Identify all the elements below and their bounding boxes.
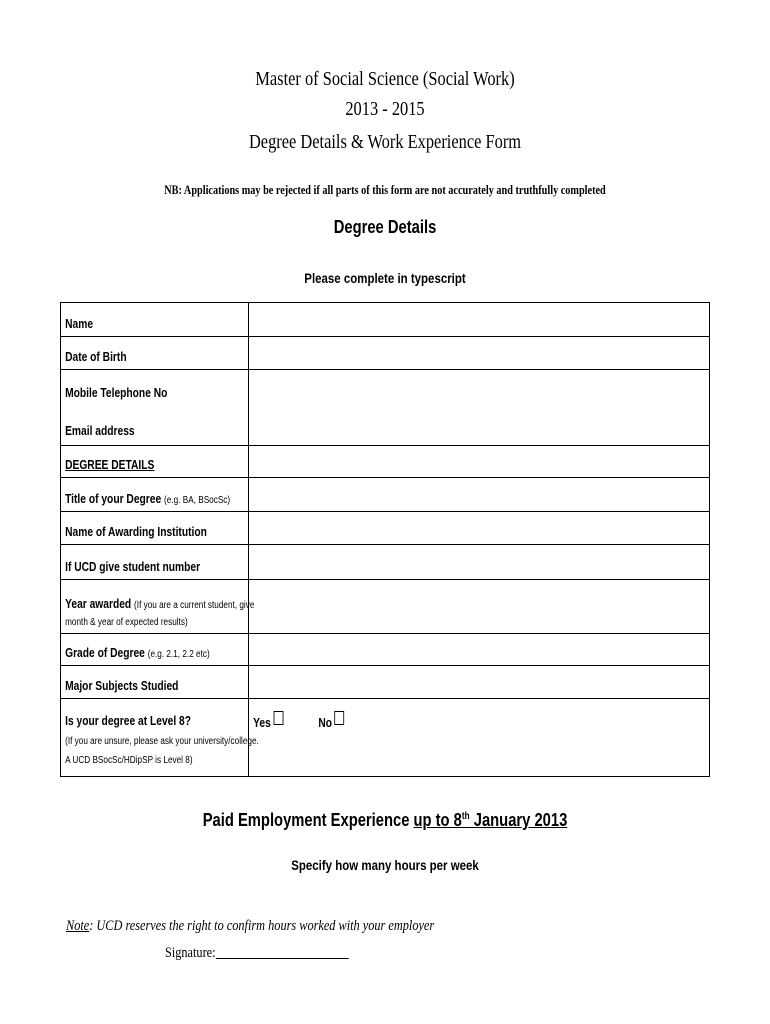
level8-note1: (If you are unsure, please ask your university/college.: [65, 736, 259, 747]
year-awarded-note1: (If you are a current student, give: [134, 600, 255, 611]
signature-label: Signature:: [165, 945, 216, 961]
ucd-number-label: If UCD give student number: [65, 560, 201, 574]
contact-field[interactable]: [249, 370, 710, 446]
ucd-number-field[interactable]: [249, 545, 710, 580]
level8-label: Is your degree at Level 8?: [65, 714, 192, 728]
form-row-ucd-number: [61, 545, 710, 580]
employment-heading-sup: th: [461, 811, 470, 822]
title-degree-field[interactable]: [249, 478, 710, 512]
yes-checkbox[interactable]: [273, 711, 283, 725]
employment-heading: [69, 810, 700, 831]
title-degree-label: [61, 492, 231, 511]
no-option[interactable]: [318, 716, 344, 730]
mobile-label: Mobile Telephone No: [65, 386, 168, 400]
nb-warning: NB: Applications may be rejected if all parts of this form are not accurately and truthfully completed: [164, 183, 606, 197]
employment-heading-pre: Paid Employment Experience: [202, 810, 414, 830]
level8-answer-cell: [249, 699, 710, 777]
grade-note: (e.g. 2.1, 2.2 etc): [147, 649, 210, 660]
note-text: : UCD reserves the right to confirm hours worked with your employer: [89, 918, 435, 934]
hours-instruction: Specify how many hours per week: [291, 857, 479, 873]
grade-text: Grade of Degree: [65, 646, 145, 660]
form-row-major: [61, 666, 710, 699]
title-degree-text: Title of your Degree: [65, 492, 162, 506]
level8-options: [249, 699, 626, 735]
typescript-instruction: Please complete in typescript: [304, 270, 466, 286]
form-title-line2: 2013 - 2015: [345, 98, 425, 120]
employment-heading-date: [414, 810, 568, 830]
form-title-line1: Master of Social Science (Social Work): [255, 68, 515, 90]
grade-field[interactable]: [249, 634, 710, 666]
degree-details-heading: Degree Details: [333, 217, 437, 237]
form-row-dob: [61, 337, 710, 370]
degree-details-label: DEGREE DETAILS: [65, 458, 155, 472]
no-checkbox[interactable]: [334, 711, 344, 725]
major-label: Major Subjects Studied: [65, 679, 179, 693]
grade-label: [61, 646, 214, 665]
awarding-field[interactable]: [249, 512, 710, 545]
dob-label: Date of Birth: [65, 350, 127, 364]
awarding-label: Name of Awarding Institution: [65, 525, 207, 539]
dob-field[interactable]: [249, 337, 710, 370]
year-awarded-label: [61, 597, 255, 611]
employer-note: [66, 918, 434, 935]
name-field[interactable]: [249, 303, 710, 337]
year-awarded-field[interactable]: [249, 580, 710, 634]
signature-block: [165, 942, 348, 962]
form-row-title-degree: [61, 478, 710, 512]
employment-heading-post: January 2013: [469, 810, 568, 830]
title-degree-note: (e.g. BA, BSocSc): [164, 495, 231, 506]
year-awarded-text: Year awarded: [65, 597, 132, 611]
email-label: Email address: [65, 424, 135, 438]
level8-note2: A UCD BSocSc/HDipSP is Level 8): [65, 755, 193, 766]
major-field[interactable]: [249, 666, 710, 699]
yes-label: Yes: [253, 716, 271, 730]
form-row-degree-details: [61, 446, 710, 478]
form-row-name: [61, 303, 710, 337]
form-title-line3: Degree Details & Work Experience Form: [248, 131, 522, 153]
no-label: No: [318, 716, 332, 730]
employment-heading-ul: up to 8: [413, 810, 462, 830]
form-row-awarding: [61, 512, 710, 545]
degree-form-table: [60, 302, 710, 777]
signature-line[interactable]: [216, 942, 349, 959]
form-row-year-awarded: [61, 580, 710, 634]
degree-details-field[interactable]: [249, 446, 710, 478]
note-label: Note: [66, 918, 90, 934]
form-row-contact: [61, 370, 710, 446]
yes-option[interactable]: [253, 716, 283, 730]
form-row-grade: [61, 634, 710, 666]
form-row-level8: [61, 699, 710, 777]
year-awarded-note2: month & year of expected results): [65, 617, 188, 628]
name-label: Name: [65, 317, 94, 331]
